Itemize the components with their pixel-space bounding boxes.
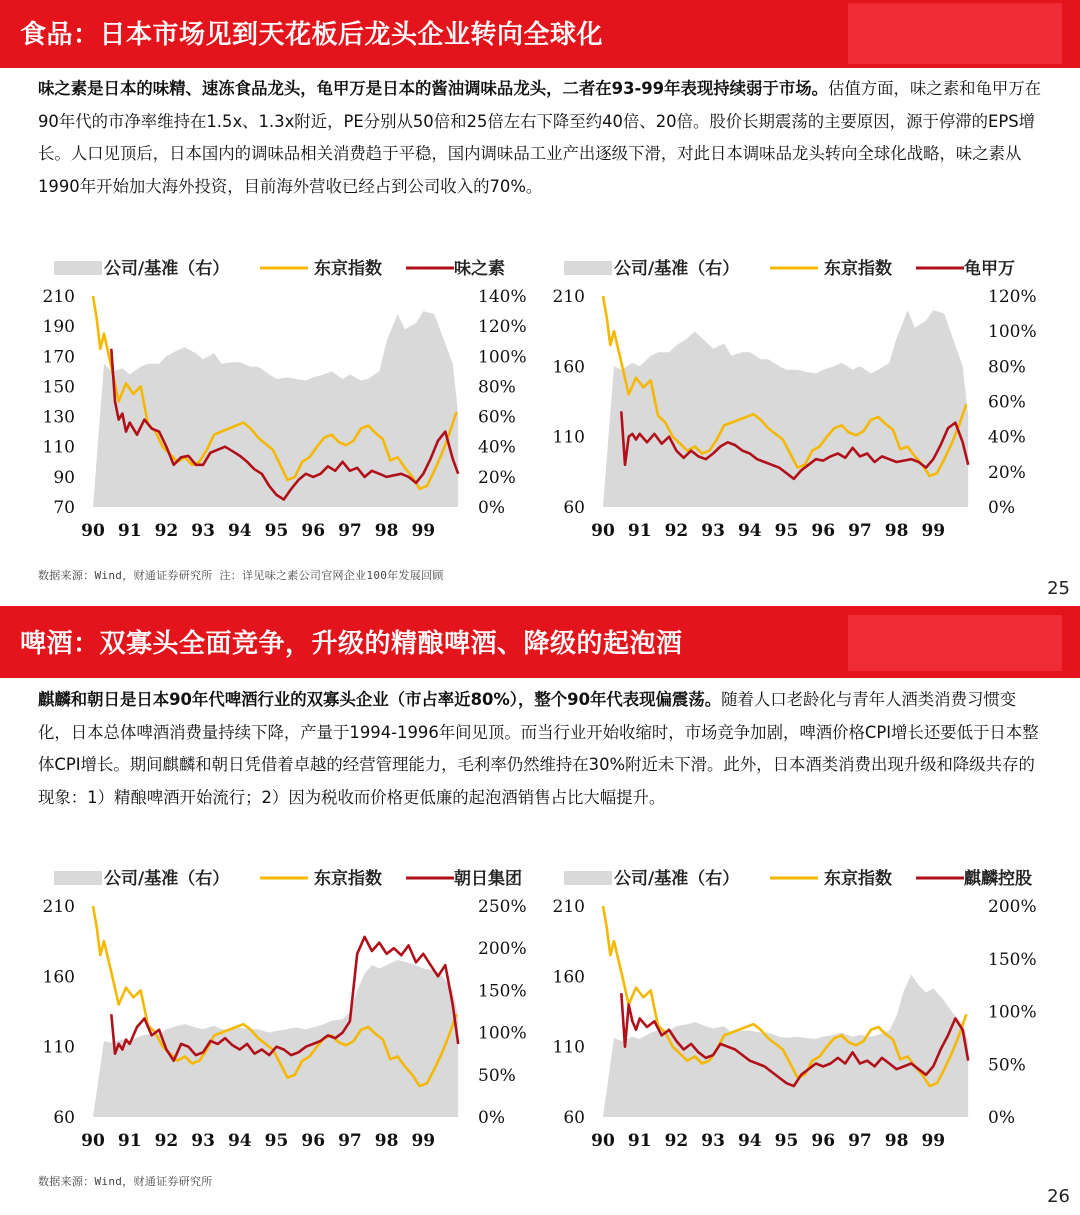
legend-label: 东京指数 — [314, 259, 382, 279]
x-tick: 96 — [811, 1131, 836, 1151]
chart-ajinomoto — [38, 246, 538, 551]
x-tick: 92 — [664, 521, 689, 541]
x-tick: 94 — [227, 1131, 252, 1151]
chart-svg — [548, 856, 1048, 1161]
slide-food — [0, 0, 1080, 606]
data-source-note: 数据来源：Wind，财通证券研究所 注：详见味之素公司官网企业100年发展回顾 — [38, 569, 444, 582]
x-tick: 99 — [411, 1131, 436, 1151]
chart-svg — [38, 246, 538, 551]
x-tick: 93 — [701, 521, 725, 541]
chart-asahi — [38, 856, 538, 1161]
series-area-relative — [93, 311, 458, 507]
paragraph-text: 随着人口老龄化与青年人酒类消费习惯变化，日本总体啤酒消费量持续下降，产量于1994-1996年间见顶。而当行业开始收缩时，市场竞争加剧，啤酒价格CPI增长还要低于日本整体CPI增长。期间麒麟和朝日凭借着卓越的经营管理能力，毛利率仍然维持在30%附近未下滑。此外，日本酒类消费出现升级和降级共存的现象：1）精酿啤酒开始流行；2）因为税收而价格更低廉的起泡酒销售占比大幅提升。 — [38, 690, 1039, 807]
legend-label: 公司/基准（右） — [614, 259, 740, 279]
page-number: 25 — [1047, 578, 1070, 599]
series-area-relative — [603, 975, 968, 1117]
x-tick: 90 — [81, 521, 105, 541]
y-right-tick: 140% — [478, 287, 527, 307]
y-right-tick: 100% — [478, 347, 527, 368]
y-right-tick: 0% — [988, 498, 1015, 518]
legend-label: 公司/基准（右） — [104, 259, 230, 279]
y-right-tick: 0% — [478, 1108, 505, 1128]
paragraph-lead: 味之素是日本的味精、速冻食品龙头，龟甲万是日本的酱油调味品龙头，二者在93-99年表现持续弱于市场。 — [38, 79, 828, 98]
x-tick: 98 — [884, 521, 909, 541]
legend-swatch-area — [54, 261, 102, 275]
legend-label: 公司/基准（右） — [614, 869, 740, 889]
y-left-tick: 60 — [563, 1108, 585, 1128]
page-number: 26 — [1047, 1186, 1070, 1207]
x-tick: 95 — [774, 521, 799, 541]
y-right-tick: 40% — [988, 427, 1026, 448]
y-left-tick: 160 — [42, 967, 75, 988]
y-left-tick: 210 — [42, 897, 75, 917]
x-tick: 91 — [627, 1131, 652, 1151]
paragraph-text: 估值方面，味之素和龟甲万在90年代的市净率维持在1.5x、1.3x附近，PE分别从50倍和25倍左右下降至约40倍、20倍。股价长期震荡的主要原因，源于停滞的EPS增长。人口见顶后，日本国内的调味品相关消费趋于平稳，国内调味品工业产出逐级下滑，对此日本调味品龙头转向全球化战略，味之素从1990年开始加大海外投资，目前海外营收已经占到公司收入的70%。 — [38, 79, 1042, 196]
y-left-tick: 90 — [53, 467, 75, 488]
y-right-tick: 50% — [988, 1055, 1026, 1076]
x-tick: 93 — [191, 521, 215, 541]
y-right-tick: 80% — [988, 357, 1026, 378]
x-tick: 95 — [774, 1131, 799, 1151]
x-tick: 95 — [264, 1131, 289, 1151]
y-right-tick: 20% — [478, 467, 516, 488]
legend-label: 东京指数 — [314, 869, 382, 889]
legend-swatch-area — [564, 261, 612, 275]
title-banner — [0, 606, 1080, 678]
y-left-tick: 110 — [42, 437, 75, 458]
y-left-tick: 190 — [42, 317, 75, 338]
x-tick: 98 — [374, 1131, 399, 1151]
y-right-tick: 150% — [478, 981, 527, 1002]
y-right-tick: 0% — [478, 498, 505, 518]
x-tick: 96 — [301, 1131, 326, 1151]
x-tick: 99 — [411, 521, 436, 541]
x-tick: 90 — [81, 1131, 105, 1151]
y-right-tick: 120% — [478, 317, 527, 338]
paragraph-lead: 麒麟和朝日是日本90年代啤酒行业的双寡头企业（市占率近80%），整个90年代表现偏震荡。 — [38, 690, 722, 709]
y-left-tick: 110 — [552, 427, 585, 448]
x-tick: 94 — [227, 521, 252, 541]
y-left-tick: 160 — [552, 967, 585, 988]
legend-label: 公司/基准（右） — [104, 869, 230, 889]
series-area-relative — [93, 960, 458, 1117]
x-tick: 94 — [737, 1131, 762, 1151]
y-right-tick: 100% — [988, 322, 1037, 343]
y-left-tick: 70 — [53, 498, 75, 518]
legend-label: 东京指数 — [824, 869, 892, 889]
y-left-tick: 210 — [552, 287, 585, 307]
title-banner — [0, 0, 1080, 68]
y-right-tick: 200% — [478, 939, 527, 960]
chart-svg — [38, 856, 538, 1161]
y-right-tick: 60% — [478, 407, 516, 428]
legend-label: 龟甲万 — [964, 259, 1015, 279]
legend-swatch-area — [564, 871, 612, 885]
x-tick: 91 — [117, 521, 142, 541]
slide-beer — [0, 606, 1080, 1215]
y-right-tick: 60% — [988, 392, 1026, 413]
y-right-tick: 120% — [988, 287, 1037, 307]
data-source-note: 数据来源：Wind，财通证券研究所 — [38, 1175, 213, 1188]
body-paragraph — [38, 684, 1046, 814]
x-tick: 95 — [264, 521, 289, 541]
y-right-tick: 250% — [478, 897, 527, 917]
y-right-tick: 200% — [988, 897, 1037, 917]
body-paragraph — [38, 73, 1046, 203]
legend-swatch-area — [54, 871, 102, 885]
x-tick: 90 — [591, 521, 615, 541]
legend-label: 朝日集团 — [454, 869, 522, 889]
x-tick: 99 — [921, 521, 946, 541]
y-left-tick: 60 — [53, 1108, 75, 1128]
y-left-tick: 210 — [42, 287, 75, 307]
x-tick: 96 — [301, 521, 326, 541]
banner-placeholder-box — [848, 615, 1062, 671]
slide-title: 食品：日本市场见到天花板后龙头企业转向全球化 — [20, 20, 604, 50]
x-tick: 97 — [848, 1131, 872, 1151]
y-left-tick: 160 — [552, 357, 585, 378]
y-right-tick: 0% — [988, 1108, 1015, 1128]
y-left-tick: 110 — [552, 1037, 585, 1058]
y-right-tick: 80% — [478, 377, 516, 398]
x-tick: 93 — [701, 1131, 725, 1151]
legend-label: 麒麟控股 — [964, 869, 1032, 889]
slide-title: 啤酒：双寡头全面竞争，升级的精酿啤酒、降级的起泡酒 — [20, 629, 683, 659]
x-tick: 97 — [338, 1131, 362, 1151]
x-tick: 98 — [884, 1131, 909, 1151]
x-tick: 96 — [811, 521, 836, 541]
y-left-tick: 130 — [42, 407, 75, 428]
y-right-tick: 100% — [478, 1023, 527, 1044]
legend-label: 味之素 — [454, 259, 505, 279]
y-left-tick: 60 — [563, 498, 585, 518]
banner-placeholder-box — [848, 3, 1062, 64]
x-tick: 90 — [591, 1131, 615, 1151]
legend-label: 东京指数 — [824, 259, 892, 279]
x-tick: 97 — [848, 521, 872, 541]
x-tick: 98 — [374, 521, 399, 541]
y-right-tick: 20% — [988, 462, 1026, 483]
y-right-tick: 150% — [988, 949, 1037, 970]
x-tick: 99 — [921, 1131, 946, 1151]
y-left-tick: 210 — [552, 897, 585, 917]
x-tick: 97 — [338, 521, 362, 541]
x-tick: 94 — [737, 521, 762, 541]
x-tick: 92 — [664, 1131, 689, 1151]
x-tick: 92 — [154, 1131, 179, 1151]
y-right-tick: 40% — [478, 437, 516, 458]
y-right-tick: 50% — [478, 1065, 516, 1086]
y-left-tick: 110 — [42, 1037, 75, 1058]
chart-kikkoman — [548, 246, 1048, 551]
x-tick: 91 — [117, 1131, 142, 1151]
x-tick: 91 — [627, 521, 652, 541]
chart-kirin — [548, 856, 1048, 1161]
x-tick: 92 — [154, 521, 179, 541]
x-tick: 93 — [191, 1131, 215, 1151]
y-right-tick: 100% — [988, 1002, 1037, 1023]
y-left-tick: 150 — [42, 377, 75, 398]
chart-svg — [548, 246, 1048, 551]
y-left-tick: 170 — [42, 347, 75, 368]
